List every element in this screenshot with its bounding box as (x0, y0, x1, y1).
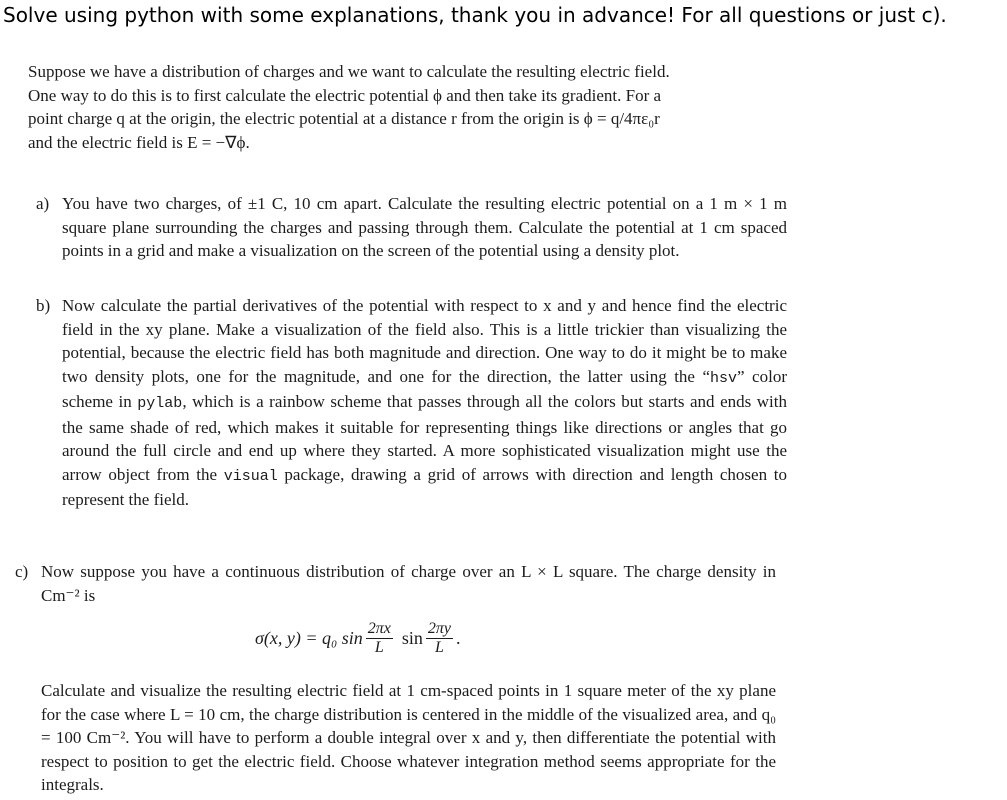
part-b-text-4: package, drawing a grid of arrows with direction and length chosen to represent the field. (62, 464, 787, 509)
part-a-text: You have two charges, of ±1 C, 10 cm apart. Calculate the resulting electric potential on a 1 m × 1 m square plane surrounding the charges and passing through them. Calculate the potential at 1 cm spaced points in a grid and make a visualization on the screen of the potential using a density plot. (62, 194, 787, 260)
fraction-y-numerator: 2πy (427, 620, 452, 637)
intro-line-3: point charge q at the origin, the electric potential at a distance r from the origin is ϕ = q/4πε₀r (28, 109, 660, 128)
part-b-text-3: , which is a rainbow scheme that passes through all the colors but starts and ends with the same shade of red, which makes it suitable for representing things like directions or angles that go around the full circle and end up where they started. A more sophisticated visualization might use the arrow object from the (62, 392, 787, 484)
fraction-y-denominator: L (435, 639, 444, 656)
part-c-continued (41, 679, 776, 797)
intro-line-1: Suppose we have a distribution of charges and we want to calculate the resulting electric field. (28, 62, 670, 81)
part-c-label: c) (15, 562, 29, 581)
part-c-text-1: Now suppose you have a continuous distribution of charge over an L × L square. The charge density in Cm⁻² is (41, 562, 776, 605)
part-c (15, 560, 776, 607)
code-hsv: hsv (710, 369, 738, 387)
intro-line-2: One way to do this is to first calculate the electric potential ϕ and then take its gradient. For a (28, 85, 662, 105)
part-b-label: b) (36, 296, 51, 315)
part-a (36, 192, 787, 263)
code-pylab: pylab (137, 395, 183, 412)
intro-paragraph (28, 60, 798, 154)
intro-line-4: and the electric field is E = −∇ϕ. (28, 132, 250, 152)
equation-lhs: σ(x, y) = q₀ sin (255, 628, 363, 648)
part-c-text-2: Calculate and visualize the resulting electric field at 1 cm-spaced points in 1 square meter of the xy plane for the case where L = 10 cm, the charge distribution is centered in the middle of the visualized area, and q₀ = 100 Cm⁻². You will have to perform a double integral over x and y, then differentiate the potential with respect to position to get the electric field. Choose whatever integration method seems appropriate for the integrals. (41, 681, 776, 794)
equation-sin: sin (401, 628, 423, 648)
part-b-text-2: ” color scheme in (62, 366, 787, 411)
equation-fraction-y (426, 620, 453, 657)
equation-fraction-x (366, 620, 393, 657)
fraction-x-numerator: 2πx (367, 620, 391, 637)
charge-density-equation (255, 620, 461, 657)
part-a-label: a) (36, 194, 50, 213)
question-title: Solve using python with some explanations, thank you in advance! For all questions or just c). (3, 3, 947, 27)
part-b-text-1: Now calculate the partial derivatives of the potential with respect to x and y and hence find the electric field in the xy plane. Make a visualization of the field also. This is a little trickier than visualizing the potential, because the electric field has both magnitude and direction. One way to do it might be to make two density plots, one for the magnitude, and one for the direction, the latter using the “ (62, 296, 787, 386)
part-b (36, 294, 787, 512)
fraction-x-denominator: L (374, 639, 384, 656)
equation-end: . (456, 628, 461, 648)
code-visual: visual (223, 467, 278, 485)
